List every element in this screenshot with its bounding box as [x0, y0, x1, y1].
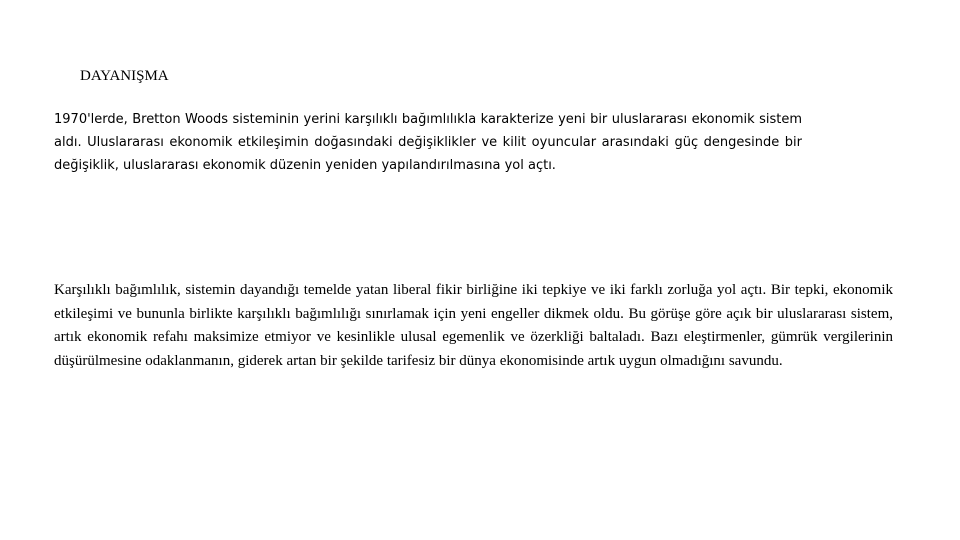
paragraph-2: Karşılıklı bağımlılık, sistemin dayandığı temelde yatan liberal fikir birliğine iki tepkiye ve iki farklı zorluğa yol açtı. Bir tepki, ekonomik etkileşimi ve bununla birlikte karşılıklı bağımlılığı sınırlamak için yeni engeller dikmek oldu. Bu görüşe göre açık bir uluslararası sistem, artık ekonomik refahı maksimize etmiyor ve kesinlikle ulusal egemenlik ve özerkliği baltaladı. Bazı eleştirmenler, gümrük vergilerinin düşürülmesine odaklanmanın, giderek artan bir şekilde tarifesiz bir dünya ekonomisinde artık uygun olmadığını savundu. [54, 282, 893, 369]
paragraph-1: 1970'lerde, Bretton Woods sisteminin yerini karşılıklı bağımlılıkla karakterize yeni bir uluslararası ekonomik sistem aldı. Uluslararası ekonomik etkileşimin doğasındaki değişiklikler ve kilit oyuncular arasındaki güç dengesinde bir değişiklik, uluslararası ekonomik düzenin yeniden yapılandırılmasına yol açtı. [54, 112, 802, 173]
page-title: DAYANIŞMA [80, 68, 169, 84]
